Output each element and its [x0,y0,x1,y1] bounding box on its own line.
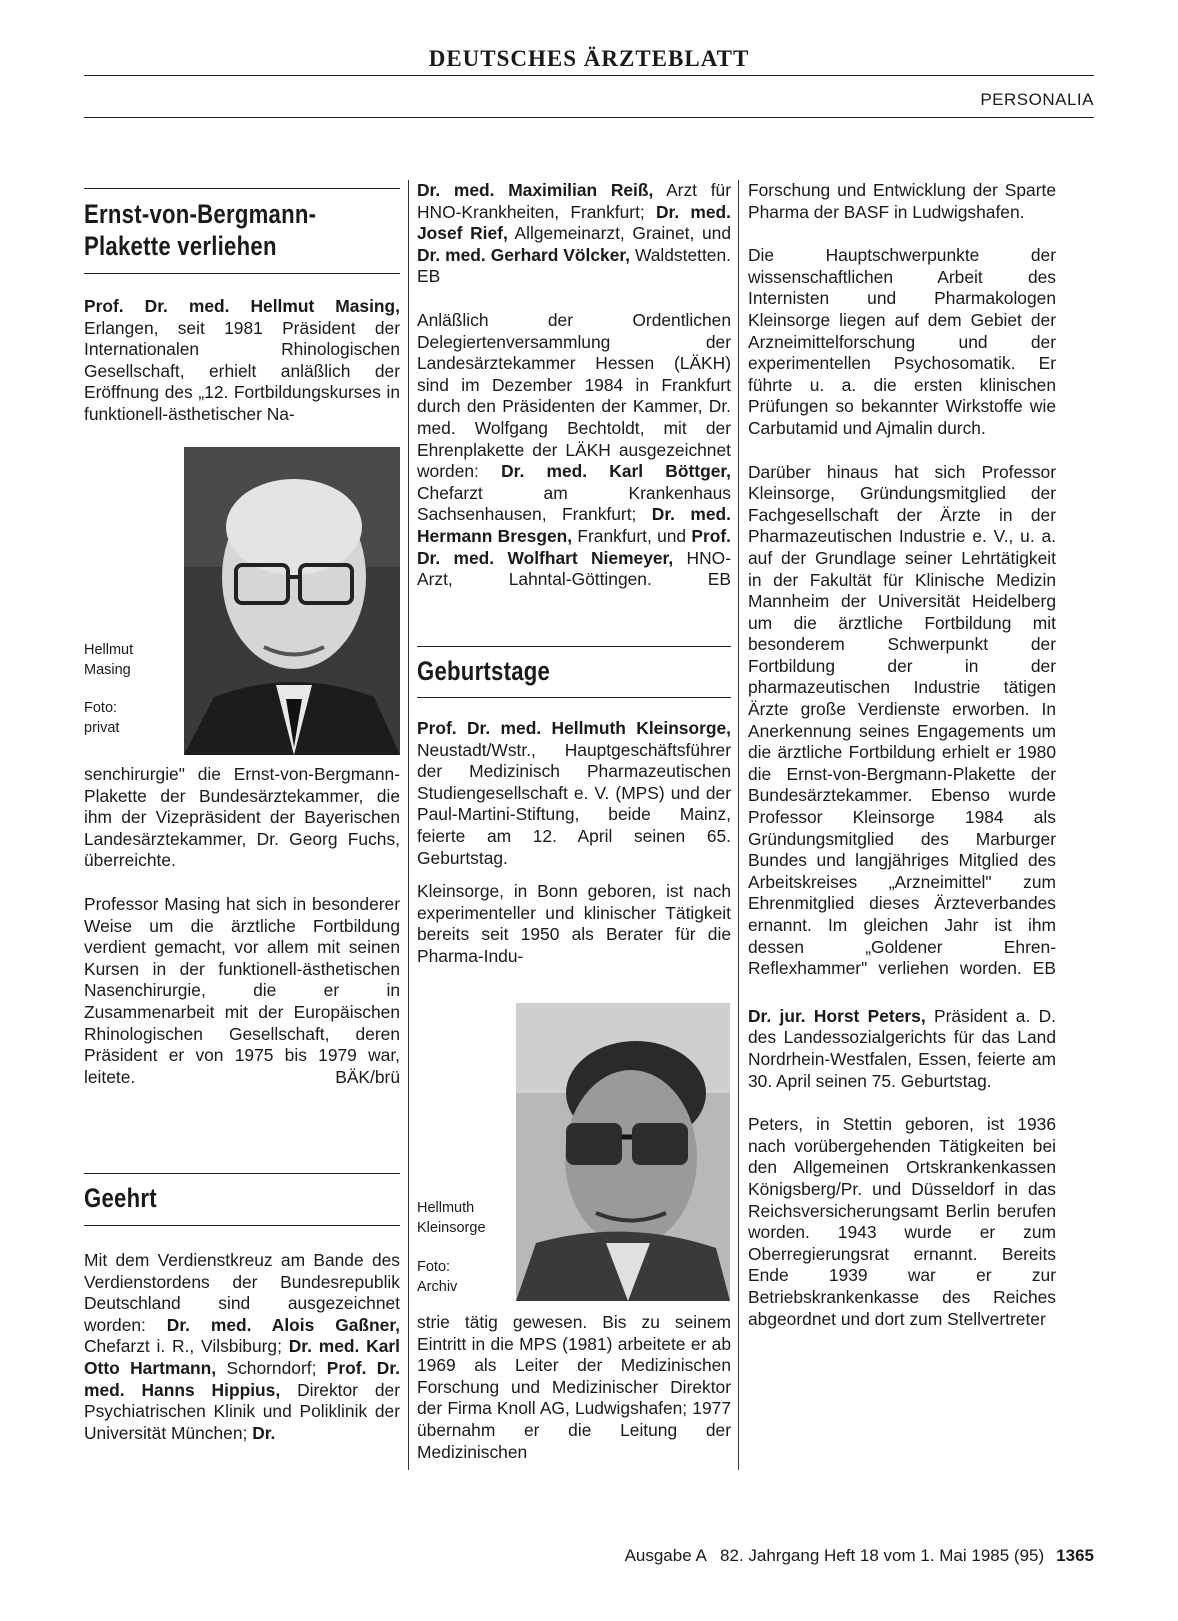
caption-masing-name1: Hellmut [84,642,134,658]
rief-details: Allgemeinarzt, Grainet, und [507,223,731,244]
column-divider-2 [738,180,739,1470]
name-continued: Dr. [252,1422,276,1443]
column-1-body [84,764,400,1110]
masthead: DEUTSCHES ÄRZTEBLATT [428,46,750,71]
name-boettger: Dr. med. Karl Böttger, [501,461,732,482]
reiss-paragraph [417,180,731,288]
name-hartmann: Dr. med. Karl Otto Hartmann, [84,1336,400,1378]
column-2-top [417,180,731,613]
voelcker-details: Waldstetten. [630,244,731,265]
basf-paragraph: Forschung und Entwicklung der Sparte Pharma der BASF in Ludwigshafen. [748,180,1056,222]
caption-kleinsorge-name2: Kleinsorge [417,1220,486,1236]
awards-signature: EB [1032,958,1056,979]
kleinsorge-intro-paragraph [417,718,731,869]
reiss-signature: EB [417,266,441,287]
peters-career-paragraph: Peters, in Stettin geboren, ist 1936 nach vorübergehenden Tätigkeiten bei den Allgemeinen Ortskrankenkassen Königsberg/Pr. und Düsseldorf in das Reichsversicherungsamt Berlin berufen worden. 1943 wurde er zum Oberregierungsrat ernannt. Bereits Ende 1939 war er zur Betriebskrankenkasse des Reiches abgeordnet und dort zum Stellvertreter [748,1114,1056,1329]
header-rule [84,117,1094,118]
caption-kleinsorge-foto: Foto: [417,1259,451,1275]
name-hippius: Prof. Dr. med. Hanns Hippius, [84,1357,400,1400]
caption-kleinsorge-name1: Hellmuth [417,1200,475,1216]
column-1-top [84,198,400,262]
photo-hellmut-masing [184,447,400,755]
heading-geburtstage: Geburtstage [417,656,551,686]
niemeyer-details: HNO-Arzt, Lahntal-Göttingen. [417,547,731,590]
hippius-details: Direktor der Psychiatrischen Klinik und Poliklinik der Universität München; [84,1379,400,1443]
column-2-geburtstage [417,718,731,990]
masthead-rule [84,75,1094,76]
name-kleinsorge: Prof. Dr. med. Hellmuth Kleinsorge, [417,718,731,738]
hartmann-details: Schorndorf; [216,1357,327,1378]
boettger-details: Chefarzt am Krankenhaus Sachsenhausen, Frankfurt; [417,482,731,525]
geburtstage-heading-wrap [417,655,731,687]
masing-merit-text: Professor Masing hat sich in besonderer Weise um die ärztliche Fortbildung verdient gemacht, vor allem mit seinen Kursen in der funktionell-ästhetischen Nasenchirurgie, die er in Zusammenarbeit mit der Europäischen Rhinologischen Gesellschaft, deren Präsident er von 1975 bis 1979 war, leitete. [84,893,400,1087]
section-label: PERSONALIA [980,90,1094,109]
col2-geburtstage-bottom-rule [417,697,731,698]
name-rief: Dr. med. Josef Rief, [417,201,731,244]
heading-bergmann-line2: Plakette verliehen [84,231,277,261]
column-divider-1 [408,180,409,1470]
reiss-details: Arzt für HNO-Krankheiten, Frankfurt; [417,180,732,222]
masing-name: Prof. Dr. med. Hellmut Masing, [84,296,400,316]
portrait-kleinsorge-image [516,1003,730,1301]
caption-masing [84,640,174,680]
masing-intro-text: Erlangen, seit 1981 Präsident der Internationalen Rhinologischen Gesellschaft, erhielt anläßlich der Eröffnung des „12. Fortbildungskurses in funktionell-ästhetischer Na- [84,317,400,424]
research-paragraph: Die Hauptschwerpunkte der wissenschaftlichen Arbeit des Internisten und Pharmakologen Kleinsorge liegen auf dem Gebiet der Arzneimittelforschung und der experimentellen Psychosomatik. Er führte u. a. die ersten klinischen Prüfungen so bekannter Wirkstoffe wie Carbutamid und Ajmalin durch. [748,245,1056,438]
photo-hellmuth-kleinsorge [516,1003,730,1301]
caption-kleinsorge-credit [417,1257,509,1297]
geehrt-paragraph [84,1250,400,1444]
laekh-signature: EB [707,569,731,590]
page-number: 1365 [1056,1546,1094,1565]
column-1-article-intro [84,296,400,448]
column-3 [748,180,1056,1352]
name-voelcker: Dr. med. Gerhard Völcker, [417,244,631,265]
issue-info: Ausgabe A 82. Jahrgang Heft 18 vom 1. Mai 1985 (95) [624,1546,1045,1565]
portrait-masing-image [184,447,400,755]
col1-heading-bottom-rule [84,273,400,274]
name-gassner: Dr. med. Alois Gaßner, [166,1314,400,1335]
awards-paragraph [748,462,1056,980]
caption-masing-foto: Foto: [84,700,118,716]
caption-masing-credit [84,698,174,738]
col1-heading-top-rule [84,188,400,189]
gassner-details: Chefarzt i. R., Vilsbiburg; [84,1336,289,1357]
heading-geehrt: Geehrt [84,1183,157,1213]
masing-body-paragraph: senchirurgie" die Ernst-von-Bergmann-Plakette der Bundesärztekammer, die ihm der Vizepräsident der Bayerischen Landesärztekammer, Dr. Georg Fuchs, überreichte. [84,764,400,871]
masing-signature: BÄK/brü [335,1066,400,1087]
kleinsorge-details: Neustadt/Wstr., Hauptgeschäftsführer der Medizinisch Pharmazeutischen Studiengesellschaft e. V. (MPS) und der Paul-Martini-Stiftung, beide Mainz, feierte am 12. April seinen 65. Geburtstag. [417,739,731,868]
bresgen-details: Frankfurt, und [572,525,692,546]
page-footer [0,1546,1094,1566]
peters-details: Präsident a. D. des Landessozialgerichts für das Land Nordrhein-Westfalen, Essen, feierte am 30. April seinen 75. Geburtstag. [748,1005,1056,1091]
name-reiss: Dr. med. Maximilian Reiß, [417,180,654,200]
column-2-bottom [417,1312,731,1485]
laekh-paragraph [417,310,731,591]
geehrt-intro: Mit dem Verdienstkreuz am Bande des Verdienstordens der Bundesrepublik Deutschland sind ausgezeichnet worden: [84,1250,400,1335]
caption-kleinsorge [417,1198,509,1238]
masing-merit-paragraph [84,894,400,1088]
heading-bergmann-line1: Ernst-von-Bergmann- [84,199,317,229]
peters-intro-paragraph [748,1006,1056,1092]
geehrt-heading-wrap [84,1182,400,1214]
kleinsorge-mps-paragraph: strie tätig gewesen. Bis zu seinem Eintritt in die MPS (1981) arbeitete er ab 1969 als Leiter der Medizinischen Forschung und Medizinischer Direktor der Firma Knoll AG, Ludwigshafen; 1977 übernahm er die Leitung der Medizinischen [417,1312,731,1462]
masing-intro-paragraph [84,296,400,426]
caption-kleinsorge-source: Archiv [417,1279,458,1295]
column-1-geehrt [84,1250,400,1466]
caption-masing-source: privat [84,720,120,736]
col1-geehrt-top-rule [84,1173,400,1174]
name-peters: Dr. jur. Horst Peters, [748,1005,926,1026]
name-niemeyer: Prof. Dr. med. Wolfhart Niemeyer, [417,525,731,568]
col2-geburtstage-top-rule [417,646,731,647]
awards-text: Darüber hinaus hat sich Professor Kleinsorge, Gründungsmitglied der Fachgesellschaft der Ärzte in der Pharmazeutischen Industrie e. V., u. a. auf der Grundlage seiner Lehrtätigkeit in der Fakultät für Klinische Medizin Mannheim der Universität Heidelberg um die ärztliche Fortbildung mit besonderem Schwerpunkt der Fortbildung der in der pharmazeutischen Industrie tätigen Ärzte große Verdienste erworben. In Anerkennung seines Engagements um die ärztliche Fortbildung erhielt er 1980 die Ernst-von-Bergmann-Plakette der Bundesärztekammer. Ebenso wurde Professor Kleinsorge 1984 als Gründungsmitglied des Marburger Bundes und langjähriges Mitglied des Arbeitskreises „Arzneimittel" zum Ehrenmitglied dieses Ärzteverbandes ernannt. Im gleichen Jahr ist ihm dessen „Goldener Ehren-Reflexhammer" verliehen worden. [748,461,1056,979]
col1-geehrt-bottom-rule [84,1225,400,1226]
name-bresgen: Dr. med. Hermann Bresgen, [417,504,731,546]
laekh-intro: Anläßlich der Ordentlichen Delegiertenversammlung der Landesärztekammer Hessen (LÄKH) sind im Dezember 1984 in Frankfurt durch den Präsidenten der Kammer, Dr. med. Wolfgang Bechtoldt, mit der Ehrenplakette der LÄKH ausgezeichnet worden: [417,309,731,482]
kleinsorge-career-paragraph: Kleinsorge, in Bonn geboren, ist nach experimenteller und klinischer Tätigkeit bereits seit 1950 als Berater für die Pharma-Indu- [417,881,731,966]
caption-masing-name2: Masing [84,662,131,678]
